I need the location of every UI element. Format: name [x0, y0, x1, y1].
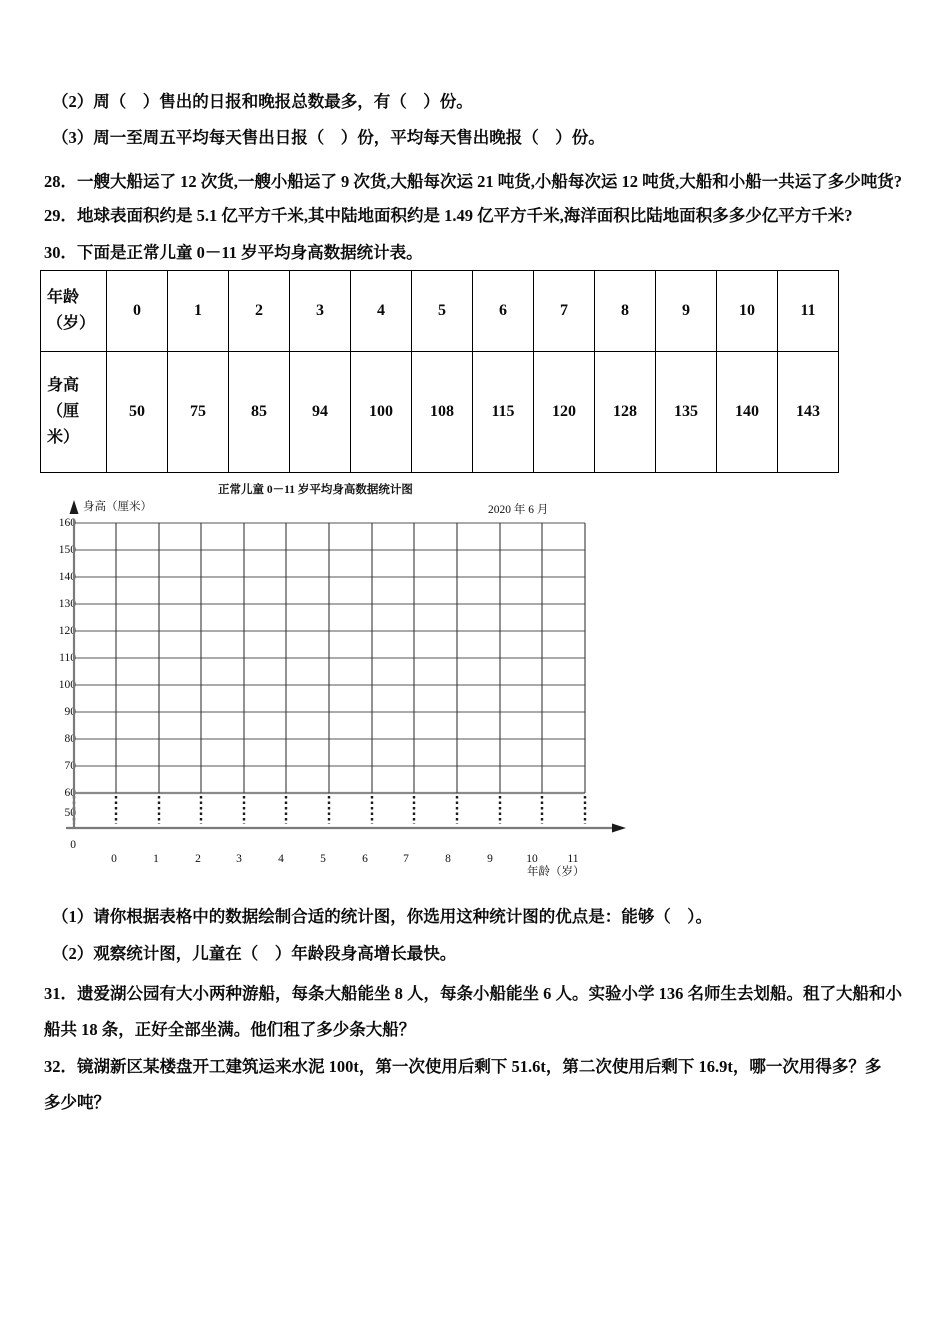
height-statistics-chart — [40, 478, 740, 878]
row-header-height-line1: 身高 — [47, 377, 80, 394]
table-cell-height: 94 — [290, 352, 351, 473]
x-tick-6: 6 — [362, 853, 368, 865]
x-tick-0: 0 — [111, 853, 117, 865]
x-axis-arrow-icon — [612, 824, 626, 833]
table-cell-age: 1 — [168, 271, 229, 352]
x-tick-11: 11 — [567, 853, 579, 865]
table-cell-height: 143 — [778, 352, 839, 473]
table-cell-height: 140 — [717, 352, 778, 473]
chart-date-label: 2020 年 6 月 — [488, 504, 549, 516]
question-31-line2: 船共 18 条，正好全部坐满。他们租了多少条大船？ — [44, 1020, 416, 1039]
table-cell-height: 115 — [473, 352, 534, 473]
y-tick-0: 0 — [70, 839, 76, 851]
x-tick-1: 1 — [153, 853, 159, 865]
question-30-part1: （1）请你根据表格中的数据绘制合适的统计图，你选用这种统计图的优点是：能够（ ）。 — [52, 907, 712, 926]
table-row-height — [41, 352, 839, 473]
height-data-table — [40, 270, 839, 473]
y-tick-60: 60 — [64, 787, 76, 799]
y-axis-label: 身高（厘米） — [83, 501, 152, 513]
chart-title: 正常儿童 0－11 岁平均身高数据统计图 — [218, 484, 413, 496]
question-29: 29．地球表面积约是 5.1 亿平方千米,其中陆地面积约是 1.49 亿平方千米,海洋面积比陆地面积多多少亿平方千米? — [44, 206, 853, 225]
y-tick-50: 50 — [64, 807, 76, 819]
question-27-part2: （2）周（ ）售出的日报和晚报总数最多，有（ ）份。 — [52, 92, 473, 111]
table-cell-age: 0 — [107, 271, 168, 352]
y-tick-160: 160 — [58, 517, 76, 529]
question-28: 28．一艘大船运了 12 次货,一艘小船运了 9 次货,大船每次运 21 吨货,小船每次运 12 吨货,大船和小船一共运了多少吨货? — [44, 172, 902, 191]
table-cell-height: 108 — [412, 352, 473, 473]
table-cell-age: 10 — [717, 271, 778, 352]
x-tick-5: 5 — [320, 853, 326, 865]
table-cell-height: 120 — [534, 352, 595, 473]
table-cell-age: 9 — [656, 271, 717, 352]
row-header-height-line3: 米） — [47, 429, 80, 446]
table-cell-height: 50 — [107, 352, 168, 473]
x-tick-10: 10 — [526, 853, 538, 865]
table-cell-age: 3 — [290, 271, 351, 352]
table-cell-age: 7 — [534, 271, 595, 352]
y-tick-80: 80 — [64, 733, 76, 745]
table-cell-height: 85 — [229, 352, 290, 473]
row-header-age — [41, 271, 107, 352]
y-tick-100: 100 — [58, 679, 76, 691]
chart-grid-svg — [40, 478, 740, 878]
table-cell-height: 100 — [351, 352, 412, 473]
row-header-height — [41, 352, 107, 473]
question-30: 30．下面是正常儿童 0－11 岁平均身高数据统计表。 — [44, 243, 423, 262]
y-tick-70: 70 — [64, 760, 76, 772]
y-axis-arrow-icon — [70, 500, 79, 514]
x-tick-8: 8 — [445, 853, 451, 865]
y-tick-120: 120 — [58, 625, 76, 637]
axis-break-dotted-lines — [74, 796, 585, 824]
x-tick-7: 7 — [403, 853, 409, 865]
y-tick-90: 90 — [64, 706, 76, 718]
row-header-age-line1: 年龄 — [47, 289, 80, 306]
table-cell-height: 135 — [656, 352, 717, 473]
row-header-age-line2: （岁） — [47, 315, 96, 332]
table-cell-age: 8 — [595, 271, 656, 352]
y-tick-150: 150 — [58, 544, 76, 556]
x-tick-4: 4 — [278, 853, 284, 865]
table-cell-age: 5 — [412, 271, 473, 352]
x-tick-2: 2 — [195, 853, 201, 865]
y-tick-130: 130 — [58, 598, 76, 610]
question-31-line1: 31．遗爱湖公园有大小两种游船，每条大船能坐 8 人，每条小船能坐 6 人。实验小学 136 名师生去划船。租了大船和小 — [44, 984, 902, 1003]
table-cell-age: 11 — [778, 271, 839, 352]
x-axis-label: 年龄（岁） — [527, 866, 585, 878]
table-cell-age: 6 — [473, 271, 534, 352]
y-tick-110: 110 — [59, 652, 76, 664]
y-tick-140: 140 — [58, 571, 76, 583]
question-32-line1: 32．镜湖新区某楼盘开工建筑运来水泥 100t，第一次使用后剩下 51.6t，第二次使用后剩下 16.9t，哪一次用得多？多 — [44, 1057, 882, 1076]
question-30-part2: （2）观察统计图，儿童在（ ）年龄段身高增长最快。 — [52, 944, 457, 963]
question-32-line2: 多少吨？ — [44, 1093, 110, 1112]
table-row-age — [41, 271, 839, 352]
table-cell-age: 4 — [351, 271, 412, 352]
x-tick-9: 9 — [487, 853, 493, 865]
x-tick-3: 3 — [236, 853, 242, 865]
row-header-height-line2: （厘 — [47, 403, 80, 420]
question-27-part3: （3）周一至周五平均每天售出日报（ ）份，平均每天售出晚报（ ）份。 — [52, 128, 605, 147]
table-cell-height: 128 — [595, 352, 656, 473]
table-cell-age: 2 — [229, 271, 290, 352]
table-cell-height: 75 — [168, 352, 229, 473]
